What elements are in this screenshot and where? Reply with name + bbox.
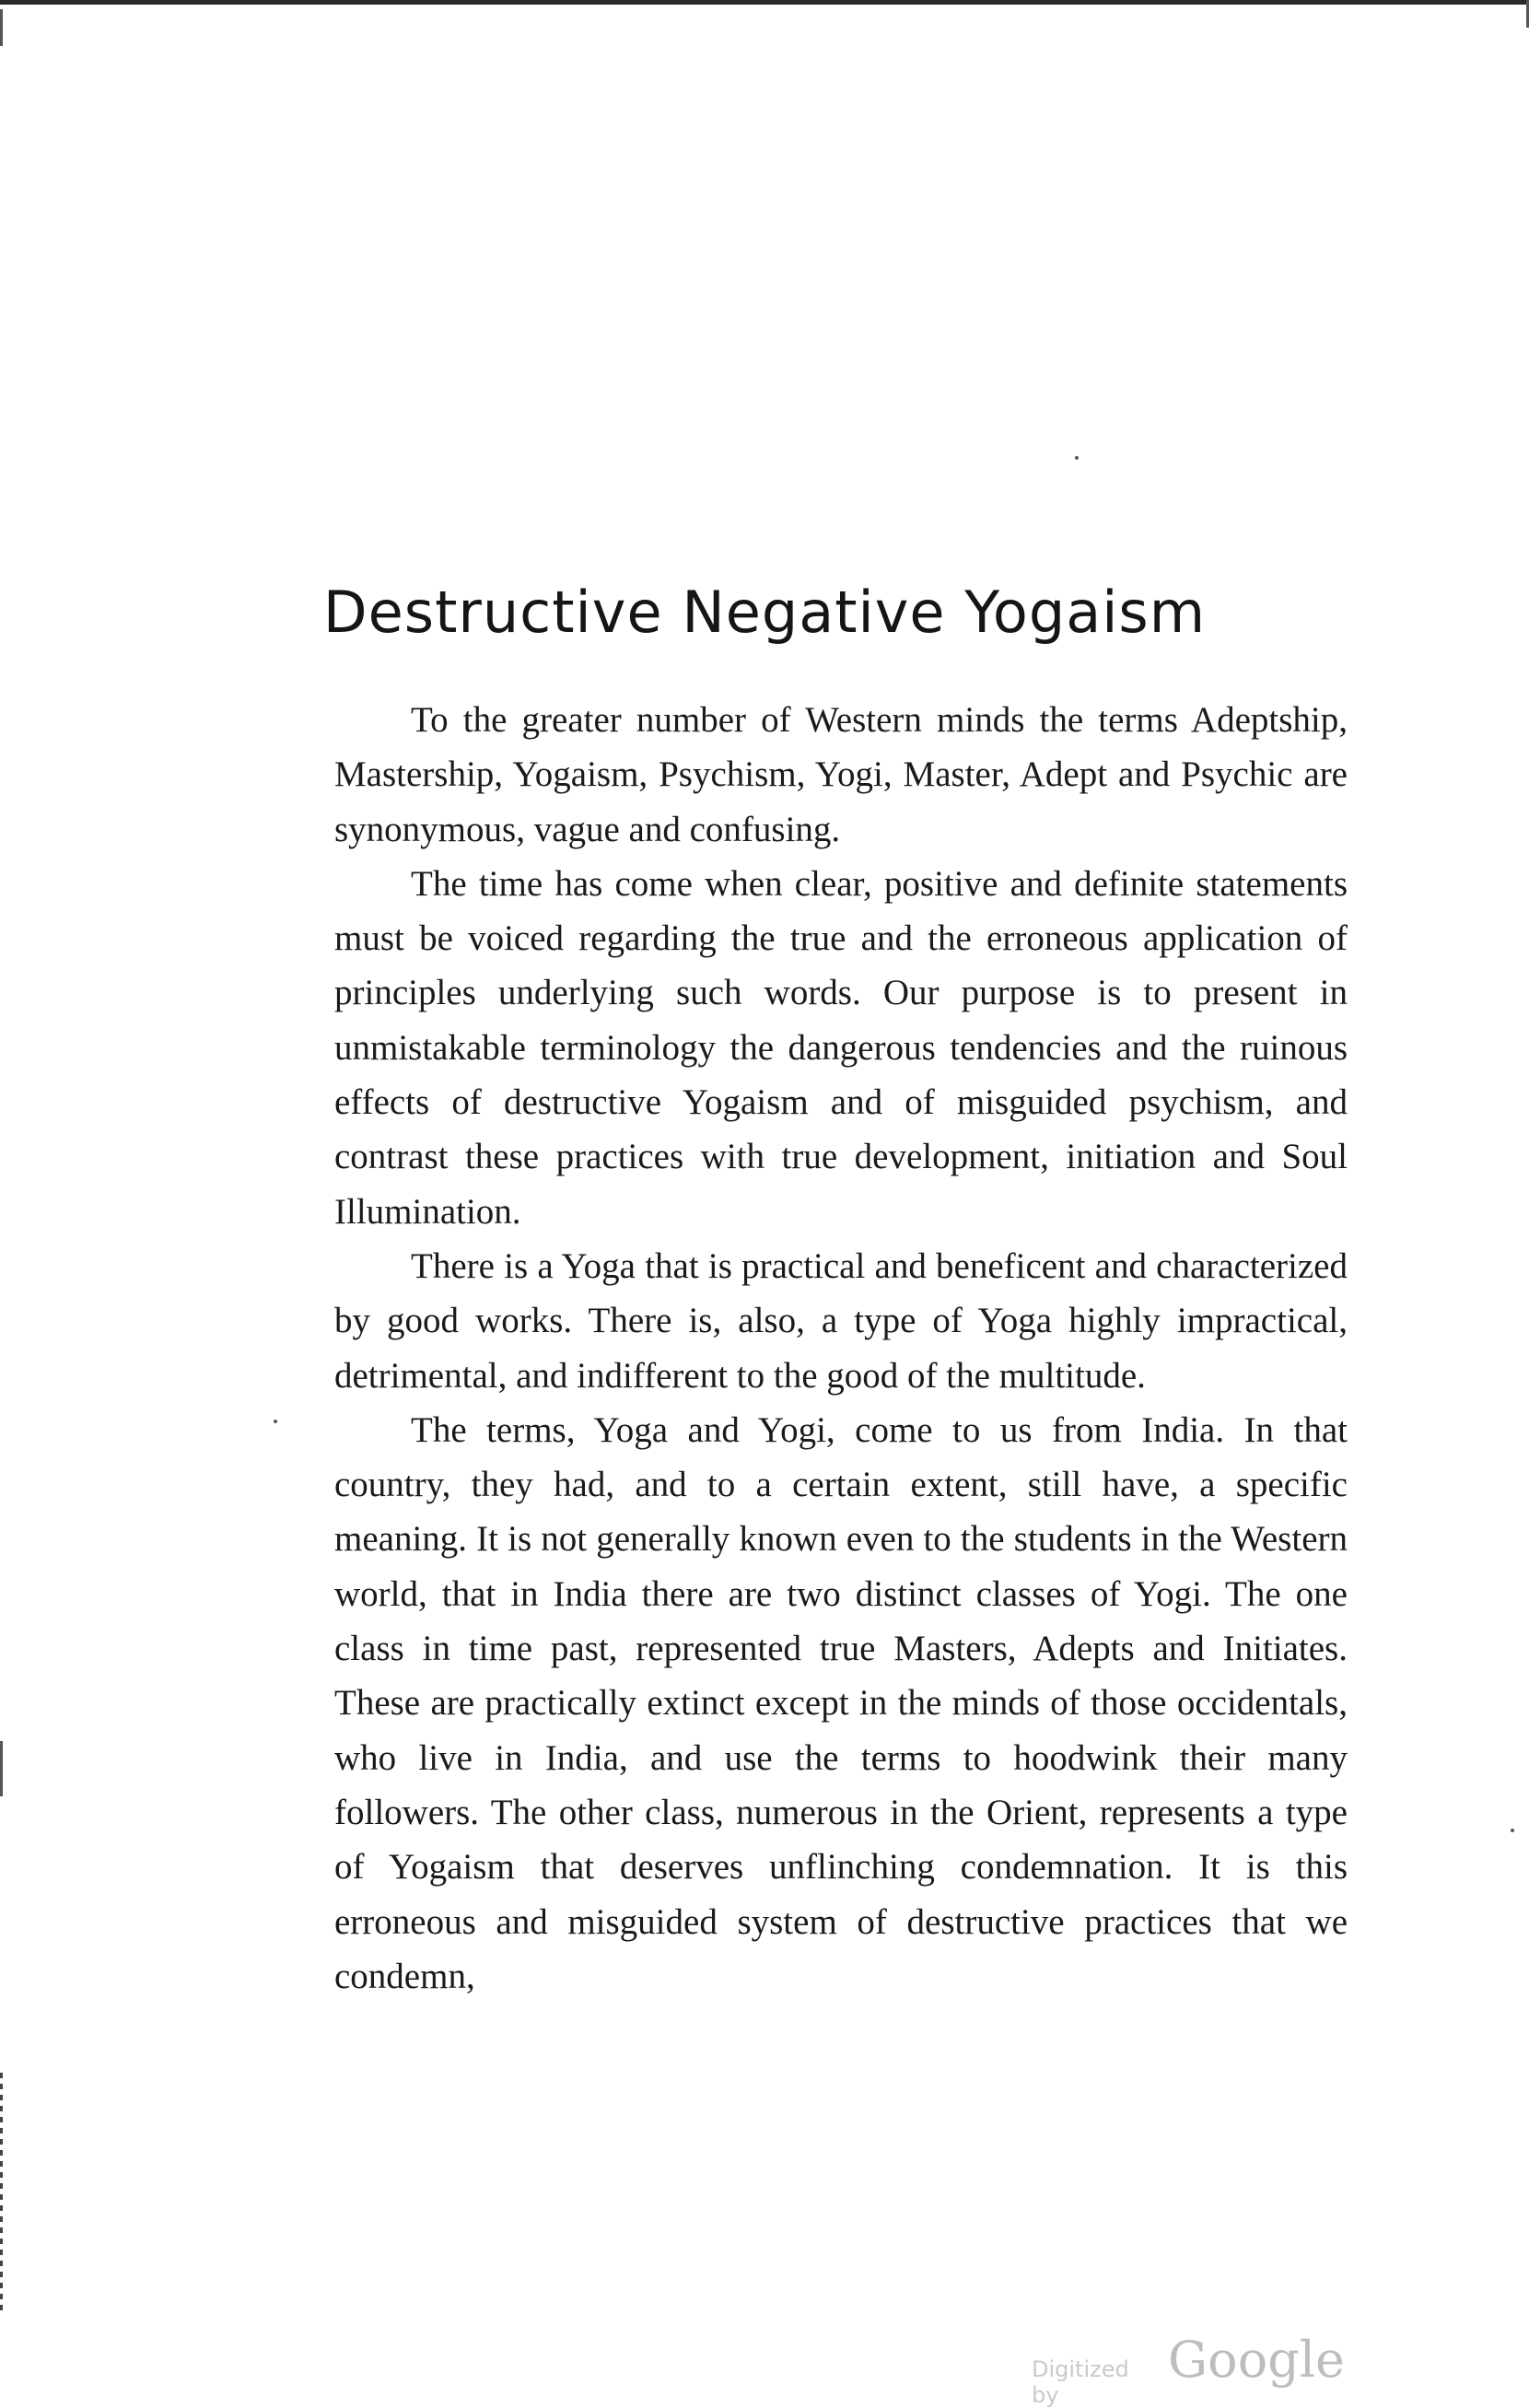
- chapter-title: Destructive Negative Yogaism: [322, 579, 1207, 646]
- paragraph: To the greater number of Western minds the terms Adeptship, Mastership, Yogaism, Psychism, Yogi, Master, Adept and Psychic are synonymous, vague and confusing.: [334, 700, 1348, 849]
- page-top-edge: [0, 0, 1529, 5]
- scan-edge-mark: [0, 9, 3, 46]
- scan-speck: [274, 1420, 277, 1423]
- paragraph: There is a Yoga that is practical and beneficent and characterized by good works. There is, also, a type of Yoga highly impractical, detrimental, and indifferent to the good of the multitude.: [334, 1245, 1348, 1396]
- paragraph: The terms, Yoga and Yogi, come to us from India. In that country, they had, and to a certain extent, still have, a specific meaning. It is not generally known even to the students in the Western world, that in India there are two distinct classes of Yogi. The one class in time past, represented true Masters, Adepts and Initiates. These are practically extinct except in the minds of those occidentals, who live in India, and use the terms to hoodwink their many followers. The other class, numerous in the Orient, represents a type of Yogaism that deserves unflinching condemnation. It is this erroneous and misguided system of destructive practices that we condemn,: [334, 1409, 1348, 1996]
- scan-edge-mark: [0, 2073, 3, 2312]
- watermark-brand-logo: Google: [1168, 2331, 1345, 2389]
- body-text: [334, 693, 1348, 2004]
- watermark-digitized-label: Digitized by: [1032, 2356, 1129, 2408]
- digitized-watermark: [1032, 2331, 1345, 2408]
- scan-edge-mark: [0, 1741, 3, 1796]
- paragraph: The time has come when clear, positive and definite statements must be voiced regarding the true and the erroneous application of principles underlying such words. Our purpose is to present in unmistakable terminology the dangerous tendencies and the ruinous effects of destructive Yogaism and of misguided psychism, and contrast these practices with true development, initiation and Soul Illumination.: [334, 863, 1348, 1232]
- scan-speck: [1075, 456, 1079, 460]
- scan-speck: [1511, 1829, 1514, 1832]
